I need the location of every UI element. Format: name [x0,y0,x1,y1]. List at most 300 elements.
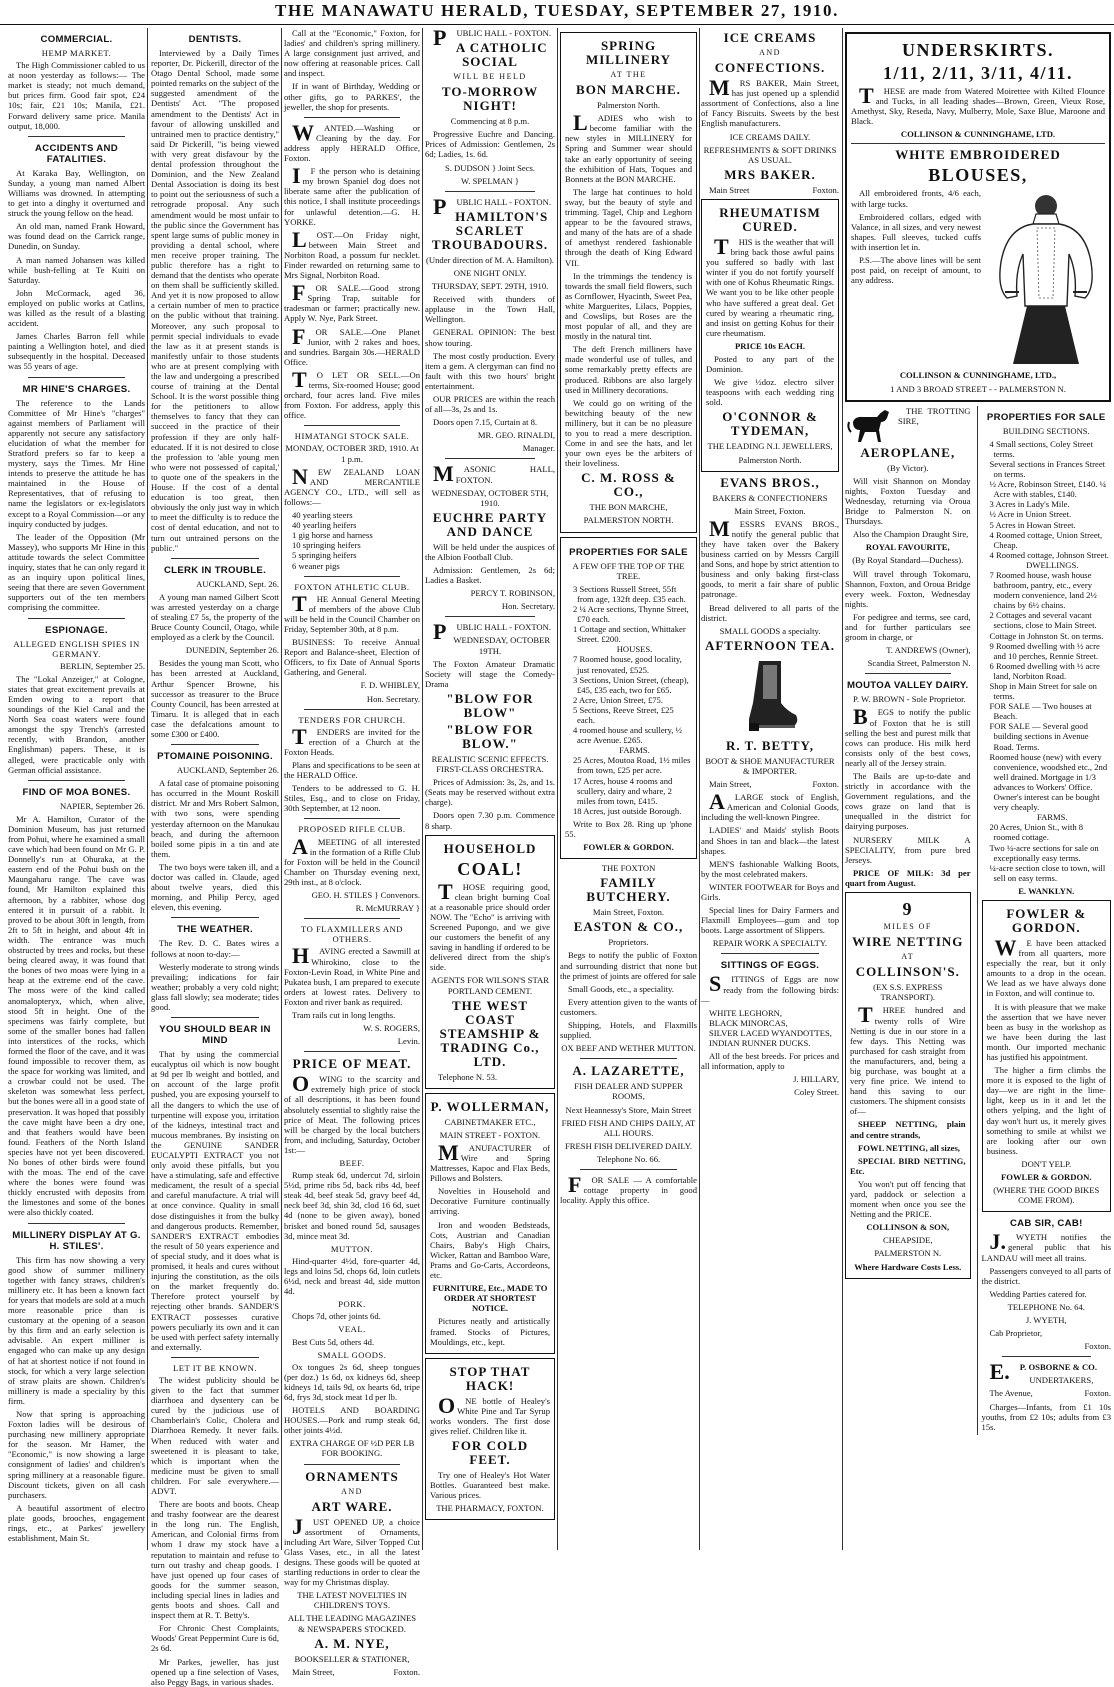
ad-title: WIRE NETTING [852,934,964,950]
ad-body: TENDERS are invited for the erection of a Church at the Foxton Heads. [284,723,420,757]
signature: PERCY T. ROBINSON, [470,588,555,599]
list-heading: FARMS. [619,745,650,756]
ad-body: Posted to any part of the Dominion. [706,353,834,375]
ad-body: Commencing at 8 p.m. [450,116,530,127]
ad-title: AT THE [610,70,647,79]
ad-body: Write to Box 28. Ring up 'phone 55. [565,818,692,839]
article-body: James Charles Barron fell while painting a Wellington hotel, and died subsequently in the hospital. Deceased was 55 years of age. [8,331,145,372]
ad-title: AND [341,1486,363,1496]
list-item: Two ¼-acre sections for sale on exceptionally easy terms. [989,842,1099,863]
ad-body: SHEEP NETTING, plain and centre strands, [850,1119,966,1140]
ad-body: P.S.—The above lines will be sent post paid, on receipt of amount, to any address. [851,255,981,286]
list-heading: FARMS. [1036,812,1068,823]
ad-body: MRS BAKER, Main Street, has just opened up a splendid assortment of Confections, also a line of Fancy Biscuits. Sweets by the best English manufacturers. [701,75,839,129]
ad-title: "BLOW FOR BLOW." [446,721,534,751]
article-body: The two boys were taken ill, and a doctor was called in. Claude, aged about twelve years, died this morning, and Philip Percy, aged eleven, this evening. [151,861,279,913]
ad-body: EXTRA CHARGE OF ½D PER LB FOR BOOKING. [289,1438,415,1459]
list-item: 40 yearling heifers [292,520,357,531]
ad-body: P. W. BROWN - Sole Proprietor. [853,694,966,705]
ad-body: Rump steak 6d, undercut 7d, sirloin 5½d, prime ribs 5d, back ribs 4d, beef steak 4d, beef steak 5d, gravy beef 4d, neck beef 3d, shin 3d, clod 16 6d, suet 4d (none to be given away), boned brisket and boned round 5d, sausages 3d, mince meat 3d. [284,1170,420,1241]
advertiser-name: E. WANKLYN. [1018,885,1075,896]
slogan: Where Hardware Costs Less. [854,1261,962,1272]
signature: F. D. WHIBLEY, [360,680,420,691]
slogan: (WHERE THE GOOD BIKES COME FROM). [993,1185,1100,1206]
ad-body: (Under direction of M. A. Hamilton). [426,254,554,265]
list-item: ½ Acre, Robinson Street, £140. ¼ Acre with stables, £140. [989,479,1107,500]
list-item: FOR SALE — Two houses at Beach. [989,701,1092,722]
list-item: 40 yearling steers [292,510,353,521]
signature: PALMERSTON N. [874,1248,942,1259]
list-item: 9 Roomed dwelling with ½ acre and 10 perches, Rennie Street. [989,640,1100,661]
dateline: NAPIER, September 26. [60,800,145,811]
article-body: Mr Parkes, jeweller, has just opened up a fine selection of Vases, also Peggy Bags, in various shades. [151,1656,279,1687]
bon-marche-ad [560,32,697,533]
ad-title: HIMATANGI STOCK SALE. [294,431,410,442]
divider [304,117,400,118]
ad-body: THE Annual General Meeting of members of the above Club will be held in the Council Chamber on Friday, September 30th, at 8 p.m. [284,590,420,634]
ad-body: Telephone No. 66. [596,1153,661,1164]
masthead: THE MANAWATU HERALD, TUESDAY, SEPTEMBER 27, 1910. [0,0,1114,25]
ad-body: THESE are made from Watered Moirettee with Kilted Flounce and Tucks, in all leading shades—Brown, Green, Vieux Rose, Amethyst, Sky, Reseda, Navy, Mulberry, Mole, Saxe Blue, Maroone and Black. [851,83,1105,127]
ad-body: Try one of Healey's Hot Water Bottles. Guaranteed best make. Various prices. [430,1470,550,1501]
divider [28,618,125,619]
ad-body: Doors open 7.15, Curtain at 8. [433,417,538,428]
classified-ad: LOST.—On Friday night, between Main Street and Norbiton Road, a possum fur necklet. Finder rewarded on returning same to Mrs Signal, Norbiton Road. [284,226,420,281]
price: PRICE 10s EACH. [735,340,805,351]
property-list [982,439,1111,883]
ad-body: Will visit Shannon on Monday nights, Foxton Tuesday and Wednesday, returning via Oroua Bridge to Palmerston N. on Thursdays. [845,475,971,527]
street: Main Street, [709,779,752,790]
ad-body: Passengers conveyed to all parts of the district. [981,1265,1111,1286]
classified-ad: FOR SALE.—Good strong Spring Trap, suitable for tradesman or farmer; practically new. Apply W. Nye, Park Street. [284,280,420,324]
advertiser-name: COLLINSON & CUNNINGHAME, LTD., [899,370,1057,381]
ad-body: Special lines for Dairy Farmers and Flaxmill Employees—gum and top boots. Large assortment of Slippers. [701,905,839,936]
ad-title: CAB SIR, CAB! [1009,1218,1083,1230]
ad-body: Novelties in Household and Decorative Furniture continually arriving. [430,1186,550,1217]
advertiser-address: MAIN STREET - FOXTON. [439,1129,541,1140]
article-subtitle: ALLEGED ENGLISH SPIES IN GERMANY. [13,638,140,659]
ad-title: AND [759,48,781,57]
divider [580,1169,677,1170]
advertiser-trade: BOOKSELLER & STATIONER, [294,1653,410,1664]
divider [28,780,125,781]
ad-head: THE TROTTING SIRE, [898,405,971,426]
ad-body: (By Victor). [887,462,929,473]
article-body: A fatal case of ptomaine poisoning has occurred in the Mount Roskill district. Mr and Mrs Robert Salmon, with two sons, were spending yesterday afternoon on the Manukau beach, and during the afternoon boiled some pipis in a tin and ate them. [151,778,279,859]
list-item: 5 springing heifers [292,550,357,561]
list-item: 10 springing heifers [292,540,361,551]
ad-body: For pedigree and terms, see card, and for further particulars see groom in charge, or [845,611,971,643]
signature: THE BON MARCHE, [589,502,668,513]
ad-body: We give ½doz. electro silver teaspoons with each wedding ring sold. [706,377,834,408]
ad-body: PRICE OF MILK: 3d per quart from August. [845,867,971,888]
ad-body: It is with pleasure that we make the assertion that we have never been as busy in the workshop as we have been during the last month. Our imported mechanic has justified his appointment. [986,1001,1106,1062]
ad-body: The deft French milliners have made wonderful use of tulles, and some remarkably pretty effects are produced. Ribbons are also largely used in Millinery decorations. [565,344,692,395]
list-item: 3 Sections Russell Street, 55ft from age, 132ft deep. £35 each. [573,583,686,604]
ad-body: HAVING erected a Sawmill at Whirokino, close to the Foxton-Levin Road, in White Pine and Pukatea bush, I am prepared to execute orders at lowest rates. Delivery to Foxton and river bank as required. [284,943,420,1007]
ad-body: ONE NIGHT ONLY. [453,267,527,278]
ad-body: MESSRS EVANS BROS., notify the general public that they have taken over the Bakery business carried on by Messrs Cargill and Sons, and hope by strict attention to business and only baking first-class goods, to merit a fair share of public patronage. [701,515,839,600]
advertiser-name: EASTON & CO., [573,919,684,935]
ad-title: TO FLAXMILLERS AND OTHERS. [301,924,403,945]
signature: Scandia Street, Palmerston N. [867,658,971,669]
ad-title: FOWLER & GORDON. [1006,905,1087,935]
list-item: 2 Acre, Union Street, £75. [573,694,663,705]
ad-body: FRIED FISH AND CHIPS DAILY, AT ALL HOURS. [561,1117,696,1138]
ad-body: Received with thunders of applause in the Town Hall, Wellington. [425,294,555,325]
egg-list [701,1008,839,1048]
article-title: CLERK IN TROUBLE. [163,564,267,576]
list-item: 5 Acres in Howan Street. [989,519,1076,530]
town: Foxton. [812,779,839,790]
divider [171,1357,259,1358]
advertiser-trade: BOOT & SHOE MANUFACTURER & IMPORTER. [705,755,835,776]
signature: GEO. H. STILES } Convenors. [311,890,420,901]
wollerman-ad [425,1093,555,1354]
advertiser-trade: FISH DEALER AND SUPPER ROOMS, [574,1081,683,1102]
property-list [565,584,692,816]
ad-body: THE LATEST NOVELTIES IN CHILDREN'S TOYS. [297,1590,407,1611]
list-item: 7 Roomed house, good locality, just renovated, £525. [573,654,682,675]
ad-title: AFTERNOON TEA. [704,637,836,653]
advertiser-name: R. T. BETTY, [726,737,814,753]
advertiser-name: THE PHARMACY, FOXTON. [436,1503,544,1514]
signature: Hon. Secretary. [501,601,555,612]
ad-body: Doors open 7.30 p.m. Commence 8 sharp. [425,810,555,831]
ad-head: MASONIC HALL, FOXTON. [433,461,555,487]
signature: T. ANDREWS (Owner), [886,645,971,656]
article-body: That by using the commercial eucalyptus oil which is now bought at 9d per lb weight and bottled, and on account of the large profit pushed, you are exposing yourself to all the dangers to which the use of turpentine will expose you, irritation of the kidneys, intestinal tract and mucous membranes. By insisting on the GENUINE SANDER EUCALYPTI EXTRACT you not only avoid these pitfalls, but you have a stimulating, safe and effective medicament, the result of a special and careful manufacture. A trial will at once convince. Quality in small dose distinguishes it from the bulky and dangerous products. Remember, SANDER'S EXTRACT embodies the result of 50 years experience and of special study, and it does what is promised, it heals and cures without injuring the constitution, as the oils on the market frequently do. Therefore protect yourself by rejecting other brands. SANDER'S EXTRACT possesses curative powers peculiarly its own and it can be used with perfect safety internally and externally. [151,1049,279,1352]
subheading: SMALL GOODS. [317,1349,387,1360]
ad-body: MEN'S fashionable Walking Boots, by the most celebrated makers. [701,858,839,879]
article-body: The Rev. D. C. Bates wires a follows at noon to-day:— [151,938,279,959]
ad-body: In the trimmings the tendency is towards the small field flowers, such as Cornflower, Hyacinth, Sweet Pea, white Marguerites, Lilacs, Poppies, and Cowslips, but Roses are the most popular of all, and they are mostly in the natural tint. [565,270,692,342]
ad-body: Chops 7d, other joints 6d. [292,1311,381,1322]
article-title: ACCIDENTS AND FATALITIES. [35,142,118,165]
ad-body: The Bails are up-to-date and strictly in accordance with the Government regulations, and the cows graze on land that is unequalled in the district for dairying purposes. [845,771,971,832]
article-body: Westerly moderate to strong winds prevailing; indications for fair weather; probably a very cold night; glass fall slowly; sea moderate; tides good. [151,961,279,1012]
ad-body: LADIES' and Maids' stylish Boots and Shoes in tan and black—the latest shapes. [701,825,839,856]
article-body: The leader of the Opposition (Mr Massey), who supports Mr Hine in this attitude towards the select Committee inquiry, states that he can only regard it as an inquiry upon political lines, seeing that there are seven Government supporters out of the ten members comprising the committee. [8,531,145,613]
divider [865,673,951,674]
ad-body: Iron and wooden Bedsteads, Cots, Austrian and Canadian Chairs, Baby's High Chairs, Wicker, Rattan and Bamboo Ware, Prams and Go-Carts, Accordeons, etc. [430,1219,550,1281]
ad-body: Also the Champion Draught Sire, [853,529,969,540]
article-body: There are boots and boots. Cheap and trashy footwear are the dearest in the long run. The English, American, and Colonial firms from whom I draw my stock have a reputation to maintain and refuse to turn out trashy and cheap goods. I have just opened up four cases of goods for the summer season, including special lines in ladies and gents boots and shoes. Call and inspect them at R. T. Betty's. [151,1499,279,1621]
ad-body: Wedding Parties catered for. [989,1288,1087,1299]
ad-title: E.P. OSBORNE & CO. [989,1359,1097,1385]
column-1 [8,28,145,1550]
list-item: FOR SALE — Several good building sections in Avenue Road. Terms. [989,721,1089,752]
ad-body: REPAIR WORK A SPECIALTY. [712,938,828,949]
town: Foxton. [393,1666,420,1677]
divider [580,1058,677,1059]
street: Main Street [709,184,750,195]
signature: J. HILLARY, [793,1074,839,1085]
ad-title: TENDERS FOR CHURCH. [298,714,406,725]
article-title: MR HINE'S CHARGES. [22,383,131,395]
divider [445,191,535,192]
advertiser-name: COLLINSON & SON, [866,1222,950,1233]
subheading: VEAL. [338,1324,366,1335]
ad-title: FAMILY BUTCHERY. [586,875,671,905]
ad-title: UNDERSKIRTS. [902,40,1054,60]
fowler-gordon-ad [982,900,1111,1212]
list-item: 18 Acres, just outside Borough. [573,805,682,816]
advertiser-name: P. WOLLERMAN, [430,1098,550,1114]
column-rule [422,28,423,1550]
ad-body: THOSE requiring good, clean bright burning Coal at a reasonable price should order NOW. The "Echo" is arriving with Screened Pupongo, and we give our customers the benefit of any saving in handling if ordered to be delivered direct from the ship's side. [430,878,550,973]
list-item: 7 Roomed house, wash house bathroom, pantry, etc., every modern convenience, land 2½ chains by 6½ chains. [989,569,1097,611]
ad-body: Tenders to be addressed to G. H. Stiles, Esq., and to close on Friday, 30th September, at 12 noon. [284,783,420,814]
ad-body: Tram rails cut in long lengths. [292,1009,396,1020]
ad-body: ALL THE LEADING MAGAZINES & NEWSPAPERS STOCKED. [287,1613,417,1634]
ad-body: BUSINESS: To receive Annual Report and Balance-sheet, Election of Officers, to fix Date of Annual Sports Gathering, and General. [284,637,420,678]
article-title: DENTISTS. [188,34,242,45]
list-item: 4 roomed house and scullery, ½ acre Avenue. £265. [573,725,682,746]
ad-body: (By Royal Standard—Duchess). [852,555,964,566]
signature: W. S. ROGERS, [363,1023,420,1034]
ad-title: PROPERTIES FOR SALE [986,411,1106,423]
divider [171,744,259,745]
ad-subtitle: BUILDING SECTIONS. [1002,425,1090,436]
signature: THE LEADING N.I. JEWELLERS, [707,441,833,452]
ad-body: Admission: Gentlemen, 2s 6d; Ladies a Basket. [425,565,555,586]
rheumatism-ad [701,199,839,472]
list-item: Shop in Main Street for sale on terms. [989,681,1097,702]
divider [721,953,819,954]
signature: MR. GEO. RINALDI, [477,430,555,441]
divider [28,136,125,137]
ad-title: MILES OF [883,922,932,932]
ad-head: PUBLIC HALL - FOXTON. [433,193,551,219]
ad-body: OX BEEF AND WETHER MUTTON. [561,1043,696,1054]
ad-body: NEW ZEALAND LOAN AND MERCANTILE AGENCY CO., LTD., will sell as follows:— [284,463,420,507]
ad-body: THIS is the weather that will bring back those awful pains you suffered so badly with last winter if you do not fortify yourself with one of Kohus Rheumatic Rings. We want you to be like other people who have suffered a great deal. Get cured by wearing a rheumatic ring, and insist on getting Kohus for their cure rheumatism. [706,233,834,338]
article-title: COMMERCIAL. [40,34,113,45]
pharmacy-ad [425,1358,555,1521]
list-item: Several sections in Frances Street on terms. [989,458,1106,480]
divider [304,818,400,819]
list-item: BLACK MINORCAS, [709,1017,788,1028]
advertiser-name: THE WEST COAST STEAMSHIP & TRADING Co., LTD. [439,997,541,1069]
article-body: Mr A. Hamilton, Curator of the Dominion Museum, has just returned from Pohui, where he examined a small cave which had been found on Mr G. P. Donnelly's run at Ohuraka, at the eastern end of the Pohui bush on the Maungaharu range. The cave was found, Mr Hamilton explained this afternoon, by a rabbiter, whose dog entered it in pursuit of a rabbit. It proved to be about 30ft in length, from 2ft to 5ft in height, and about 4ft in width. The entrance was much obstructed by trees and rocks, but these being cleared away, it was found that the bones of two moas were lying in a heap at the extreme end of the cave. The moss were of the kind called anomalopteryx, which, when alive, stood 5ft in height. One of the specimens was fairly complete, but some of the smaller bones had fallen into interstices of the rocks, which formed the floor of the cave, and it was found impossible to recover them, as the space for working was limited, and a crowbar could not be used. The skeleton was somewhat less perfect, but the bones were all in a good state of preservation. It was hoped that possibly the cave might have been a dry one, and that feathers would have been found. Feathers of the North Island species have not yet been discovered. No bones of other birds were found with the moas. The end of the cave where the bones were found was thickly encrusted with deposits from the limestones and some of the bones were also thickly coated. [8,813,145,1218]
ad-body: THREE hundred and twenty rolls of Wire Netting is due in our store in a few days. This Netting was purchased for cash straight from the manufacturers, and, being a big purchase, was bought at a very fine price. We intend to hand this saving to our customers. The shipment consists of— [850,1002,966,1117]
divider [1002,1356,1091,1357]
street: Main Street, [292,1666,335,1677]
coal-ad [425,835,555,1089]
list-item: 4 Small sections, Coley Street terms. [989,438,1093,459]
ad-body: FRESH FISH DELIVERED DAILY. [565,1140,692,1151]
article-body: The reference to the Lands Committee of Mr Hine's "charges" against members of Parliament will apparently not secure any satisfactory elucidation of what the member for Stratford prefers so far to keep a mystery, says the Times. Mr Hine intends to preserve the attitude he has maintained in the House of Representatives, that of refusing to name the legislators or ex-legislators except to a Royal Commission—or any inquiry conducted by judges. [8,397,145,529]
ad-body: Best Cuts 5d, others 4d. [292,1336,375,1347]
boot-icon [741,659,799,733]
article-body: The High Commissioner cabled to us at noon yesterday as follows:— The market is steady; not much demand, but prices firm. Good fair spot, £24 10s; fair, £21 10s; Manila, £21. Forward delivery same price. Manila output, 18,000. [8,60,145,131]
town: Foxton. [812,184,839,195]
ad-body: FURNITURE, Etc., MADE TO ORDER AT SHORTEST NOTICE. [432,1283,548,1314]
ad-body: Palmerston North. [596,100,660,111]
column-6 [701,28,839,1550]
article-title: ESPIONAGE. [45,624,108,636]
ad-body: Proprietors. [608,937,649,948]
ad-body: All of the best breeds. For prices and all information, apply to [701,1051,839,1072]
signature: R. McMURRAY } [355,903,420,914]
divider [304,1464,400,1465]
trotting-horse-icon [845,406,893,444]
ad-title: RHEUMATISM CURED. [719,204,821,234]
stock-list [284,510,420,571]
list-item: INDIAN RUNNER DUCKS. [709,1038,811,1048]
list-item: 20 Acres, Union St., with 8 roomed cottage. [989,822,1084,843]
list-item: 6 weaner pigs [292,560,340,571]
ad-title: SPRING MILLINERY [585,38,672,67]
ad-body: Ox tongues 2s 6d, sheep tongues (per doz.) 1s 6d, ox kidneys 6d, sheep kidneys 1d, tails 9d, ox hearts 6d, tripe 6d, frys 3d, stock meat 1d per lb. [284,1361,420,1402]
list-heading: DWELLINGS. [1026,559,1079,570]
signature: J. WYETH, [1025,1314,1067,1325]
ad-title: EUCHRE PARTY AND DANCE [432,509,548,539]
advertiser-trade: BAKERS & CONFECTIONERS [712,492,828,503]
ad-body: The higher a firm climbs the more it is exposed to the light of day—we are right in the lime-light, keep us in it and let the others yelping, and the light of day won't hurt us, it merely gives something to smile at whilst we are looking after our own business. [986,1065,1106,1156]
column-rule [281,28,282,1550]
ad-title: A CATHOLIC SOCIAL [455,40,548,70]
signature: Cab Proprietor, [989,1328,1043,1339]
ad-body: THURSDAY, SEPT. 29TH, 1910. [431,281,549,292]
column-3 [284,28,420,1677]
ad-body: Plans and specifications to be seen at the HERALD Office. [284,760,420,781]
signature: S. DUDSON } Joint Secs. [444,162,536,173]
divider [445,458,535,459]
ad-body: BEGS to notify the public of Foxton that he is still selling the best and purest milk that cows can produce. His milk herd consists only of the best cows, nearly all of the Jersey strain. [845,704,971,768]
ad-title: CONFECTIONS. [714,60,826,76]
list-item: 3 Acres in Lady's Mile. [989,499,1070,510]
advertiser-address: Main Street, Foxton. [592,907,665,918]
signature: CHEAPSIDE, [883,1235,933,1246]
divider [28,1223,125,1224]
ad-body: JUST OPENED UP, a choice assortment of Ornaments, including Art Ware, Silver Topped Cut Glass Vases, etc., in all the latest designs. These goods will be quoted at startling reductions in order to clear the way for my Christmas display. [284,1513,420,1588]
column-rule [699,28,700,1550]
divider [304,425,400,426]
ad-title: ICE CREAMS [723,30,817,45]
article-subtitle: HEMP MARKET. [41,48,112,58]
divider [304,1051,400,1052]
classified-ad: WANTED.—Washing or Cleaning by the day. For address apply HERALD Office, Foxton. [284,119,420,164]
ad-title: TO-MORROW NIGHT! [441,84,539,114]
town: Foxton. [1084,1388,1111,1399]
list-item: 6 Roomed dwelling with ½ acre land, Norbiton Road. [989,660,1100,681]
signature: Hon. Secretary. [366,693,420,704]
ad-body: OUR PRICES are within the reach of all—3s, 2s and 1s. [425,393,555,415]
divider [445,616,535,617]
ad-body: MANUFACTURER of Wire and Spring Mattresses, Kapoc and Flax Beds, Pillows and Bolsters. [430,1139,550,1184]
ad-title: PROPOSED RIFLE CLUB. [298,824,406,835]
ad-body: Prices of Admission: 3s, 2s, and 1s. (Seats may be reserved without extra charge). [425,777,555,808]
list-heading: HOUSES. [616,644,653,655]
ad-body: Every attention given to the wants of customers. [560,996,697,1017]
subheading: BEEF. [339,1158,365,1168]
article-body: This firm has now showing a very good show of summer millinery together with fancy straws, children's millinery etc. It has been a known fact for years that models are sold at a much more reasonable price than is customary at the opening of a season by this firm and an early selection is advisable. An expert milliner is engaged who can make up any design of hat at shortest notice if not found in stock, for which a very large selection of straw plaits are shown. Children's millinery is made a speciality by this firm. [8,1254,145,1406]
list-item: 3 Sections, Union Street, (cheap), £45, £35 each, two for £65. [573,674,689,695]
list-item: 1 Cottage and section, Whittaker Street. £200. [573,624,686,645]
wire-netting-ad [845,892,971,1279]
advertiser-address: Main Street, Foxton. [734,505,806,516]
ad-body: (EX S.S. EXPRESS TRANSPORT). [873,982,943,1003]
ad-body: NURSERY MILK A SPECIALITY, from pure bred Jerseys. [845,834,971,865]
ad-body: Will travel through Tokomaru, Shannon, Foxton, and Oroua Bridge every week. Foxton, Wednesday nights. [845,568,971,609]
subheading: PORK. [338,1299,366,1310]
advertiser-name: MRS BAKER. [724,166,816,182]
subheading: MUTTON. [330,1243,374,1254]
ad-body: ONE bottle of Healey's White Pine and Tar Syrup works wonders. The first dose gives relief. Children like it. [430,1392,550,1436]
ad-head: PUBLIC HALL - FOXTON. [433,25,551,50]
classified-ad: TO LET OR SELL.—On terms, Six-roomed House; good orchard, four acres land. Five miles from Foxton. For address, apply this office. [284,366,420,421]
ad-body: You won't put off fencing that yard, paddock or selection a moment when once you see the Netting and the PRICE. [850,1178,966,1220]
ad-body: Progressive Euchre and Dancing. Prices of Admission: Gentlemen, 2s 6d; Ladies, 1s. 6d. [425,129,555,160]
column-rule [842,28,843,1550]
ad-body: We could go on writing of the bewitching beauty of the new millinery, but it can be no pleasure to you to read a mere description. Come in and see the hats, and let your own eyes be the arbiters of their loveliness. [565,397,692,469]
list-item: 1 gig horse and harness [292,530,373,541]
ad-title: MOUTOA VALLEY DAIRY. [847,680,969,692]
ad-title: ORNAMENTS [305,1468,399,1484]
signature: PALMERSTON NORTH. [583,515,674,526]
list-item: ¼-acre section close to town, will sell on easy terms. [989,862,1106,883]
ad-title: BLOUSES, [928,165,1028,186]
divider [304,918,400,919]
article-body: An old man, named Frank Howard, was found dead on the Carrick range, Dunedin, on Sunday. [8,221,145,252]
ad-body: Pictures neatly and artistically framed. Stocks of Pictures, Mouldings, etc., kept. [430,1316,550,1347]
ad-body: Charges—Infants, from £1 10s youths, from £2 10s; adults from £3 15s. [981,1401,1111,1432]
ad-body: ICE CREAMS DAILY. [729,131,811,142]
ad-head: THE FOXTON [601,863,656,874]
divider [171,917,259,918]
article-body: A young man named Gilbert Scott was arrested yesterday on a charge of stealing £7 5s, the property of the Bruce County Council, Otago, while employed as a clerk by the Council. [151,591,279,643]
ad-body: The large hat continues to hold sway, but the beauty of style and trimming. Tagel, Chip and Leghorn appear to be the favoured straws, and many of the hats are of a shade of amethyst rendered fashionable through the death of King Edward VII. [565,186,692,268]
article-body: Now that spring is approaching Foxton ladies will be desirous of purchasing new millinery appropriate for the season. Mr Hamer, the "Economic," is now showing a large consignment of ladies' and children's spring millinery at a reasonable figure. Discount tickets, given on all cash purchasers. [8,1408,145,1500]
ad-body: OWING to the scarcity and extremely high price of stock of all descriptions, it has been found absolutely essential to slightly raise the price of Meat. The following prices will be charged by the local butchers from, and including, Saturday, October 1st:— [284,1071,420,1155]
signature: Foxton. [1084,1341,1111,1352]
ad-body: LADIES who wish to become familiar with the new styles in MILLINERY for Spring and Summer wear should take an early opportunity of seeing the exhibition of Hats, Toques and Bonnets at the BON MARCHE. [565,110,692,184]
article-body: For Chronic Chest Complaints, Woods' Great Peppermint Cure is 6d, 2s 6d. [151,1623,279,1654]
divider [171,558,259,559]
ad-body: REFRESHMENTS & SOFT DRINKS AS USUAL. [703,144,837,165]
ad-body: TELEPHONE No. 64. [1007,1301,1085,1312]
street: The Avenue, [989,1388,1033,1399]
ad-body: REALISTIC SCENIC EFFECTS. FIRST-CLASS ORCHESTRA. [431,753,549,775]
ad-body: AGENTS FOR WILSON'S STAR PORTLAND CEMENT. [431,975,549,996]
ad-title: STOP THAT HACK! [449,1363,531,1393]
ad-body: ALARGE stock of English, American and Colonial Goods, including the well-known Pingree. [701,789,839,823]
ad-body: Shipping, Hotels, and Flaxmills supplied. [560,1020,697,1041]
signature: W. SPELMAN } [460,175,519,186]
ad-body: Telephone N. 53. [438,1071,498,1082]
divider [171,1017,259,1018]
article-body: Besides the young man Scott, who has been arrested at Auckland, Arthur Spencer Browne, his successor as treasurer to the Bruce County Council, has been arrested at Timaru. It is alleged that in each case the defalcations amount to some £300 or £400. [151,658,279,739]
list-item: 4 Roomed cottage, Johnson Street. [989,549,1109,560]
ad-body: Small Goods, etc., a speciality. [568,983,674,994]
article-title: YOU SHOULD BEAR IN MIND [159,1024,271,1047]
ad-title: COAL! [457,858,523,879]
column-7 [845,28,1111,1550]
ad-body: WEDNESDAY, OCTOBER 5TH, 1910. [431,487,549,508]
ad-body: DON'T YELP. [1021,1158,1072,1169]
ad-title: BON MARCHE. [576,82,681,98]
classified-ad: FOR SALE — A comfortable cottage property in good locality. Apply this office. [560,1171,697,1206]
ad-title: FOR COLD FEET. [451,1438,529,1468]
article-body: The "Lokal Anzeiger," at Cologne, states that great excitement prevails at Emden owing to a report that soundings of the Kiel Canal and the North Sea coast waters were found amongst the spy Trench's (arrested recently, with Brandon, another Englishman) papers. These, it is alleged, were practicable only with German official assistance. [8,673,145,775]
ad-head: PUBLIC HALL - FOXTON. [433,619,551,645]
signature: Levin. [397,1036,420,1047]
article-title: FIND OF MOA BONES. [22,786,131,798]
article-body: The widest publicity should be given to the fact that summer diarrhoea and dysentery can be cured by the judicious use of Chamberlain's Colic, Cholera and Diarrhoea Remedy. It never fails. When reduced with water and sweetened it is pleasant to take, which is important when the medicine must be given to small children. For sale everywhere.—ADVT. [151,1374,279,1496]
ad-body: GENERAL OPINION: The best show touring. [425,327,555,348]
